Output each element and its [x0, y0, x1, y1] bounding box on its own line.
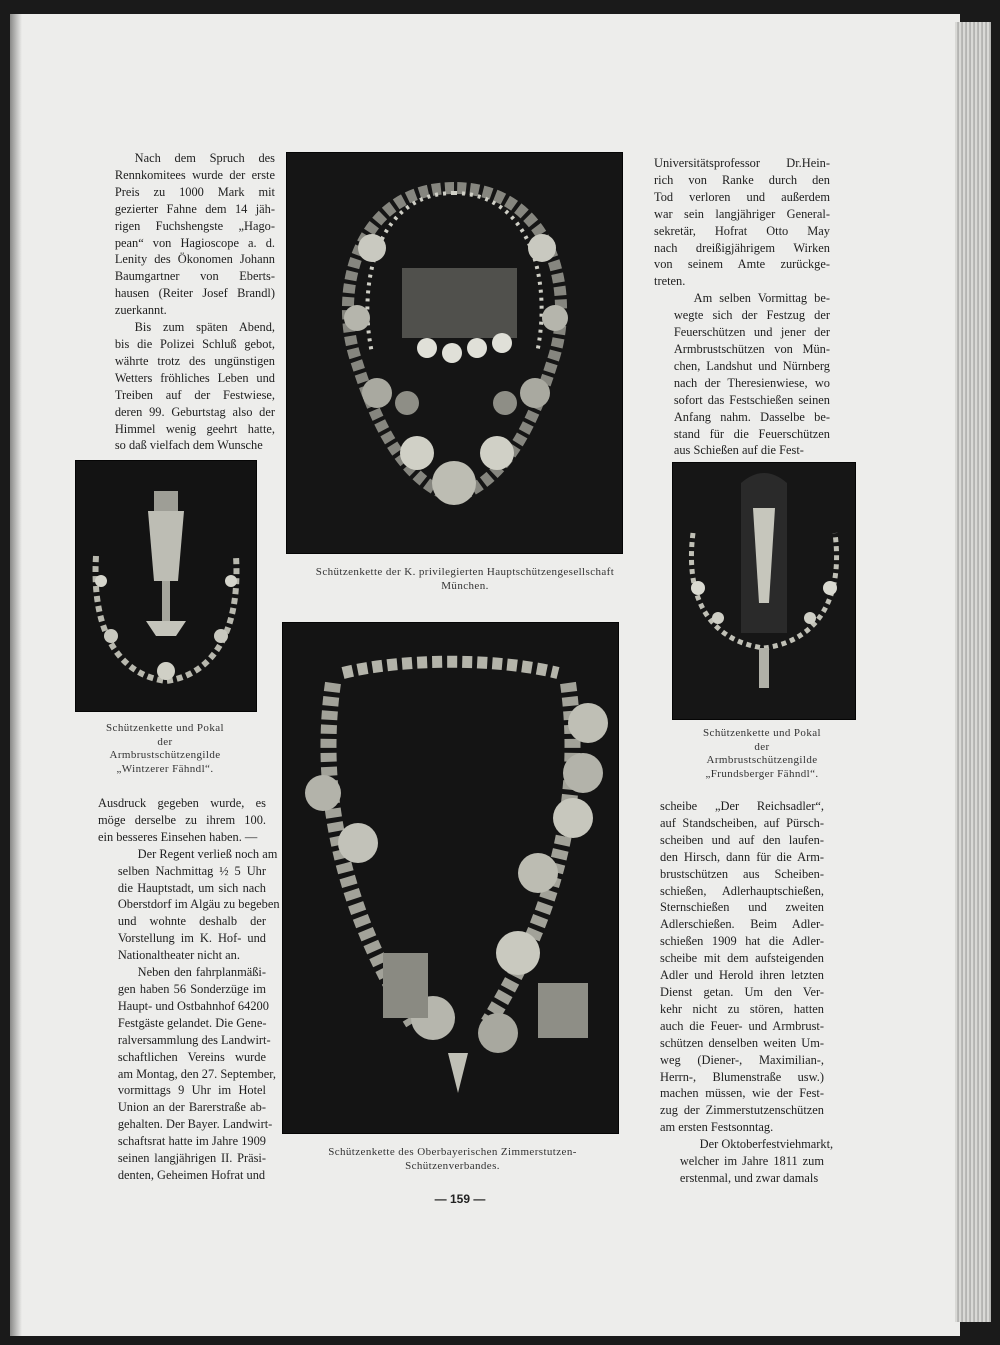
text-line: Nach dem Spruch des — [134, 151, 275, 165]
page-stack-edge — [955, 22, 991, 1322]
text-line: sofort das Festschießen seinen — [673, 392, 830, 407]
text-line: stand für die Feuerschützen — [673, 426, 830, 441]
text-line: möge derselbe zu ihrem 100. — [98, 812, 266, 827]
page-number — [420, 1192, 500, 1206]
text-line: ein besseres Einsehen haben. — — [98, 829, 258, 844]
text-line: chen, Landshut und Nürnberg — [673, 358, 830, 373]
text-line: Der Oktoberfestviehmarkt, — [699, 1137, 834, 1152]
paragraph — [660, 798, 824, 1136]
photo-frundsberger-chain-pokal — [672, 462, 856, 720]
text-line: Adler und Herold ihren letzten — [660, 968, 824, 983]
caption-line: Schützenkette und Pokal — [106, 722, 224, 734]
paragraph — [654, 155, 830, 290]
text-line: zug der Zimmerstutzenschützen — [660, 1103, 824, 1118]
text-line: Union an der Barerstraße ab- — [117, 1100, 266, 1115]
text-line: treten. — [654, 274, 686, 289]
text-line: selben Nachmittag ½ 5 Uhr — [117, 863, 266, 878]
text-line: kehr nicht zu stören, hatten — [660, 1001, 824, 1016]
paragraph — [98, 846, 280, 964]
chain-necklace-illustration — [283, 623, 618, 1133]
text-line: Universitätsprofessor Dr.Hein- — [654, 156, 830, 170]
pokal-chain-illustration — [673, 463, 855, 719]
text-line: Baumgartner von Eberts- — [114, 269, 275, 284]
text-line: Haupt- und Ostbahnhof 64200 — [117, 998, 269, 1013]
text-line: seinen langjährigen II. Präsi- — [117, 1151, 266, 1166]
text-line: am ersten Festsonntag. — [660, 1120, 774, 1135]
text-line: war sein langjähriger General- — [654, 206, 830, 221]
text-line: vormittags 9 Uhr im Hotel — [117, 1083, 266, 1098]
text-line: den Hirsch, dann für die Arm- — [660, 849, 824, 864]
caption-frundsberger — [662, 727, 862, 781]
paragraph — [654, 290, 830, 459]
photo-wintzerer-chain-pokal — [75, 460, 257, 712]
text-line: und wohnte deshalb der — [117, 914, 266, 929]
chain-necklace-illustration — [287, 153, 622, 553]
text-line: scheibe „Der Reichsadler“, — [660, 799, 824, 813]
text-line: erstenmal, und zwar damals — [679, 1170, 819, 1185]
paragraph — [95, 319, 275, 454]
text-column-right-top — [654, 155, 830, 459]
text-line: weg (Diener-, Maximilian-, — [660, 1052, 824, 1067]
paragraph — [98, 964, 276, 1184]
text-line: gen haben 56 Sonderzüge im — [117, 981, 266, 996]
text-line: Oberstdorf im Algäu zu begeben — [117, 897, 280, 912]
text-line: gezierter Fahne dem 14 jäh- — [114, 201, 275, 216]
text-line: deren 99. Geburtstag also der — [114, 404, 275, 419]
text-line: Festgäste gelandet. Die Gene- — [117, 1015, 267, 1030]
text-line: schaftlichen Vereins wurde — [117, 1049, 266, 1064]
caption-line: der — [157, 735, 173, 748]
text-line: schießen 1909 hat die Adler- — [660, 934, 824, 949]
photo-hauptschuetzen-chain — [286, 152, 623, 554]
text-line: Dienst getan. Um den Ver- — [660, 984, 824, 999]
text-line: gehalten. Der Bayer. Landwirt- — [117, 1117, 273, 1132]
text-line: Bis zum späten Abend, — [134, 320, 275, 335]
text-line: rigen Fuchshengste „Hago- — [114, 218, 275, 233]
text-line: welcher im Jahre 1811 zum — [679, 1154, 824, 1169]
caption-line: „Frundsberger Fähndl“. — [705, 767, 819, 780]
text-column-right-bottom — [660, 798, 834, 1187]
text-line: Tod verloren und außerdem — [654, 189, 830, 204]
text-line: Adlerschießen. Beim Adler- — [660, 917, 824, 932]
paragraph — [95, 150, 275, 319]
caption-line: Schützenkette des Oberbayerischen Zimmerstutzen- — [328, 1146, 577, 1158]
text-line: Ausdruck gegeben wurde, es — [98, 796, 266, 810]
paragraph — [660, 1136, 834, 1187]
pokal-chain-illustration — [76, 461, 256, 711]
text-line: währte trotz des ungünstigen — [114, 353, 275, 368]
text-line: Wetters fröhliches Leben und — [114, 370, 275, 385]
caption-line: „Wintzerer Fähndl“. — [116, 762, 214, 775]
caption-line: Armbrustschützengilde — [706, 754, 818, 766]
text-line: Herrn-, Blumenstraße usw.) — [660, 1069, 824, 1084]
caption-hauptschuetzen — [286, 566, 644, 593]
text-line: Treiben auf der Festwiese, — [114, 387, 275, 402]
text-line: auf Standscheiben, auf Pürsch- — [660, 815, 824, 830]
text-line: so daß vielfach dem Wunsche — [114, 438, 263, 453]
text-line: Himmel wenig geehrt hatte, — [114, 421, 275, 436]
folio-dash-left: — — [434, 1192, 450, 1206]
text-line: pean“ von Hagioscope a. d. — [114, 235, 275, 250]
text-line: denten, Geheimen Hofrat und — [117, 1167, 266, 1182]
text-line: brustschützen aus Scheiben- — [660, 866, 824, 881]
caption-line: Schützenkette und Pokal — [703, 727, 821, 739]
text-line: Rennkomitees wurde der erste — [114, 167, 275, 182]
text-line: Preis zu 1000 Mark mit — [114, 184, 275, 199]
text-line: schaftsrat hatte im Jahre 1909 — [117, 1134, 266, 1149]
caption-line: der — [754, 740, 770, 753]
text-line: hausen (Reiter Josef Brandl) — [114, 286, 275, 301]
text-line: rich von Ranke durch den — [654, 172, 830, 187]
text-line: schießen, Adlerhauptschießen, — [660, 883, 824, 898]
caption-zimmerstutzen — [280, 1146, 625, 1173]
caption-line: München. — [441, 579, 489, 592]
text-line: wegte sich der Festzug der — [673, 308, 830, 323]
text-column-left-bottom — [98, 795, 280, 1184]
text-line: Feuerschützen und jener der — [673, 325, 830, 340]
text-line: Anfang nahm. Dasselbe be- — [673, 409, 830, 424]
text-line: zuerkannt. — [114, 303, 167, 318]
paragraph — [98, 795, 266, 846]
text-line: nach dreißigjährigem Wirken — [654, 240, 830, 255]
text-line: sekretär, Hofrat Otto May — [654, 223, 830, 238]
folio-dash-right: — — [470, 1192, 486, 1206]
text-line: Am selben Vormittag be- — [693, 291, 830, 306]
text-line: Sternschießen und zweiten — [660, 900, 824, 915]
text-line: Vorstellung im K. Hof- und — [117, 931, 266, 946]
text-line: Der Regent verließ noch am — [137, 846, 278, 861]
text-line: am Montag, den 27. September, — [117, 1066, 276, 1081]
text-line: ralversammlung des Landwirt- — [117, 1032, 271, 1047]
text-line: Nationaltheater nicht an. — [117, 948, 240, 963]
caption-wintzerer — [75, 722, 255, 776]
text-line: bis die Polizei Schluß gebot, — [114, 336, 275, 351]
page-number-value: 159 — [449, 1192, 471, 1206]
text-line: nach der Theresienwiese, wo — [673, 375, 830, 390]
text-line: schützen denselben weiten Um- — [660, 1035, 824, 1050]
photo-zimmerstutzen-chain — [282, 622, 619, 1134]
text-line: scheibe mit dem aufsteigenden — [660, 951, 824, 966]
caption-line: Armbrustschützengilde — [109, 749, 221, 761]
text-line: machen müssen, wie der Fest- — [660, 1086, 824, 1101]
text-line: auch die Feuer- und Armbrust- — [660, 1018, 824, 1033]
text-line: aus Schießen auf die Fest- — [673, 443, 804, 458]
text-column-left-top — [95, 150, 275, 454]
text-line: die Hauptstadt, um sich nach — [117, 880, 266, 895]
caption-line: Schützenverbandes. — [405, 1159, 500, 1172]
caption-line: Schützenkette der K. privilegierten Hauptschützengesellschaft — [315, 566, 615, 578]
text-line: scheiben und auf den laufen- — [660, 832, 824, 847]
binding-gutter — [10, 14, 22, 1336]
text-line: Neben den fahrplanmäßi- — [137, 965, 266, 980]
text-line: Armbrustschützen von Mün- — [673, 341, 830, 356]
text-line: von seinem Amte zurückge- — [654, 257, 830, 272]
text-line: Lenity des Ökonomen Johann — [114, 252, 275, 267]
